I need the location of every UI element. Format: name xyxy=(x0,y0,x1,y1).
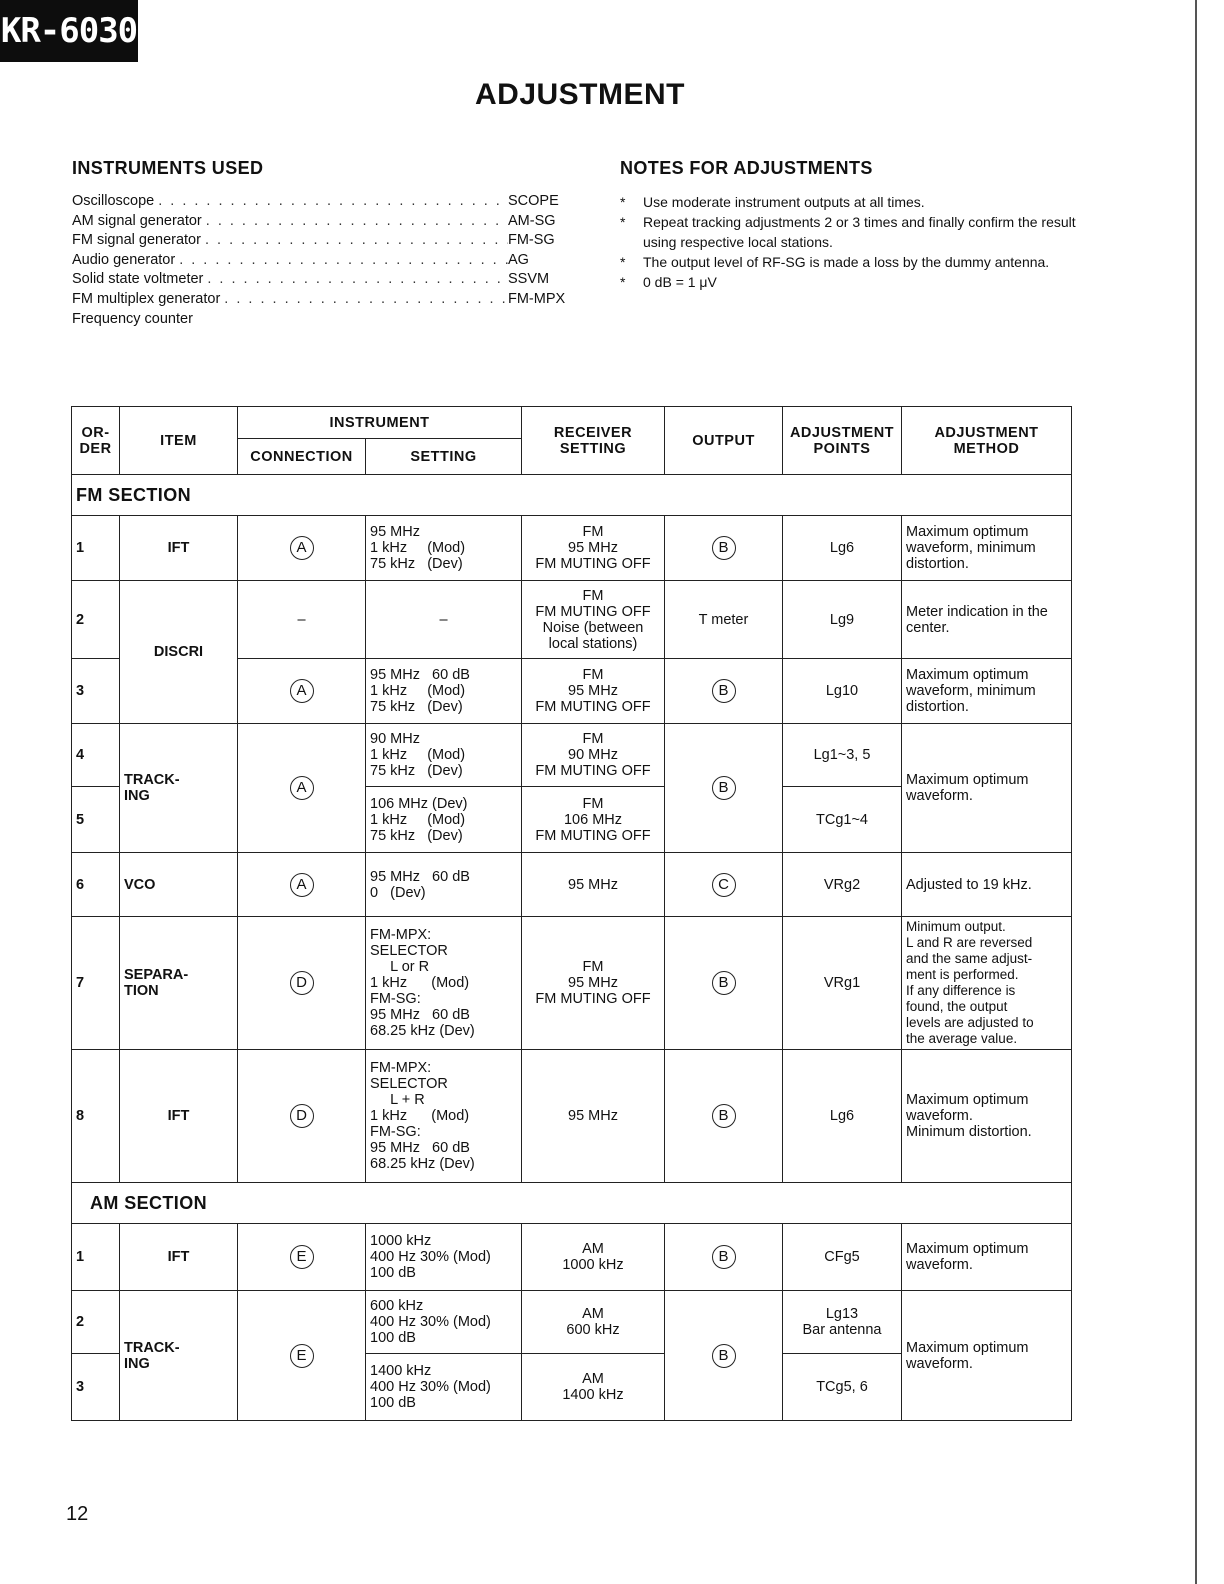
connection-marker: A xyxy=(290,776,314,800)
item-discri: DISCRI xyxy=(120,581,238,724)
header-setting: SETTING xyxy=(366,439,522,475)
page-edge-line xyxy=(1195,0,1197,1584)
connection-marker: A xyxy=(290,536,314,560)
output-marker: C xyxy=(712,873,736,897)
output-marker: B xyxy=(712,679,736,703)
table-row: 1 IFT E 1000 kHz 400 Hz 30% (Mod) 100 dB AM 1000 kHz B CFg5 Maximum optimum waveform. xyxy=(72,1224,1072,1291)
table-row: 6 VCO A 95 MHz 60 dB 0 (Dev) 95 MHz C VRg2 Adjusted to 19 kHz. xyxy=(72,853,1072,917)
table-row: 1 IFT A 95 MHz 1 kHz (Mod) 75 kHz (Dev) FM 95 MHz FM MUTING OFF B Lg6 Maximum optimum waveform, minimum distortion. xyxy=(72,516,1072,581)
connection-marker: E xyxy=(290,1344,314,1368)
notes-heading: NOTES FOR ADJUSTMENTS xyxy=(620,158,873,178)
table-row: 5 106 MHz (Dev) 1 kHz (Mod) 75 kHz (Dev) FM 106 MHz FM MUTING OFF TCg1~4 xyxy=(72,787,1072,853)
table-row: 2 DISCRI – – FM FM MUTING OFF Noise (between local stations) T meter Lg9 Meter indication in the center. xyxy=(72,581,1072,659)
table-row: 7 SEPARA- TION D FM-MPX: SELECTOR L or R 1 kHz (Mod) FM-SG: 95 MHz 60 dB 68.25 kHz (Dev) FM 95 MHz FM MUTING OFF B VRg1 Minimum output. L and R are reversed and the same adjust- ment is performed. If any difference is found, the output levels are adjusted to the average value. xyxy=(72,917,1072,1050)
instruments-list xyxy=(72,192,572,329)
notes-list xyxy=(620,192,1110,292)
table-row: 4 TRACK- ING A 90 MHz 1 kHz (Mod) 75 kHz (Dev) FM 90 MHz FM MUTING OFF B Lg1~3, 5 Maximum optimum waveform. xyxy=(72,724,1072,787)
note-item: * Use moderate instrument outputs at all times. xyxy=(620,194,925,210)
note-item: * Repeat tracking adjustments 2 or 3 times and finally confirm the result using respective local stations. xyxy=(620,214,1076,250)
header-output: OUTPUT xyxy=(665,407,783,475)
output-marker: B xyxy=(712,776,736,800)
page-number: 12 xyxy=(66,1503,89,1525)
header-order: OR- DER xyxy=(72,407,120,475)
am-section-row xyxy=(72,1183,1072,1224)
connection-marker: A xyxy=(290,873,314,897)
adjustment-table xyxy=(71,406,1072,1421)
output-marker: B xyxy=(712,1104,736,1128)
list-item: Solid state voltmeter . . . SSVM xyxy=(72,270,572,290)
connection-marker: D xyxy=(290,971,314,995)
header-instrument: INSTRUMENT xyxy=(238,407,522,439)
table-row: 3 A 95 MHz 60 dB 1 kHz (Mod) 75 kHz (Dev) FM 95 MHz FM MUTING OFF B Lg10 Maximum optimum waveform, minimum distortion. xyxy=(72,659,1072,724)
table-row: 3 1400 kHz 400 Hz 30% (Mod) 100 dB AM 1400 kHz TCg5, 6 xyxy=(72,1354,1072,1421)
note-item: * 0 dB = 1 μV xyxy=(620,274,717,290)
list-item: Audio generator . . . AG xyxy=(72,251,572,271)
list-item: Frequency counter xyxy=(72,310,193,327)
header-item: ITEM xyxy=(120,407,238,475)
header-receiver-setting: RECEIVER SETTING xyxy=(522,407,665,475)
item-tracking: TRACK- ING xyxy=(120,724,238,853)
list-item: AM signal generator . . . AM-SG xyxy=(72,212,572,232)
instruments-heading: INSTRUMENTS USED xyxy=(72,158,264,178)
page-title: ADJUSTMENT xyxy=(474,78,685,111)
table-row: 2 TRACK- ING E 600 kHz 400 Hz 30% (Mod) 100 dB AM 600 kHz B Lg13 Bar antenna Maximum optimum waveform. xyxy=(72,1291,1072,1354)
connection-marker: E xyxy=(290,1245,314,1269)
table-row: 8 IFT D FM-MPX: SELECTOR L + R 1 kHz (Mod) FM-SG: 95 MHz 60 dB 68.25 kHz (Dev) 95 MHz B Lg6 Maximum optimum waveform. Minimum distortion. xyxy=(72,1050,1072,1183)
fm-section-title: FM SECTION xyxy=(72,475,1072,516)
item-am-tracking: TRACK- ING xyxy=(120,1291,238,1421)
output-marker: B xyxy=(712,536,736,560)
header-adjustment-method: ADJUSTMENT METHOD xyxy=(902,407,1072,475)
connection-marker: D xyxy=(290,1104,314,1128)
note-item: * The output level of RF-SG is made a loss by the dummy antenna. xyxy=(620,254,1050,270)
list-item: Oscilloscope . . . SCOPE xyxy=(72,192,572,212)
am-section-title: AM SECTION xyxy=(72,1183,1072,1224)
model-badge: KR-6030 xyxy=(0,0,138,62)
header-connection: CONNECTION xyxy=(238,439,366,475)
output-marker: B xyxy=(712,971,736,995)
list-item: FM multiplex generator . . . FM-MPX xyxy=(72,290,572,310)
output-marker: B xyxy=(712,1344,736,1368)
connection-marker: A xyxy=(290,679,314,703)
fm-section-row xyxy=(72,475,1072,516)
header-adjustment-points: ADJUSTMENT POINTS xyxy=(783,407,902,475)
output-marker: B xyxy=(712,1245,736,1269)
list-item: FM signal generator . . . FM-SG xyxy=(72,231,572,251)
